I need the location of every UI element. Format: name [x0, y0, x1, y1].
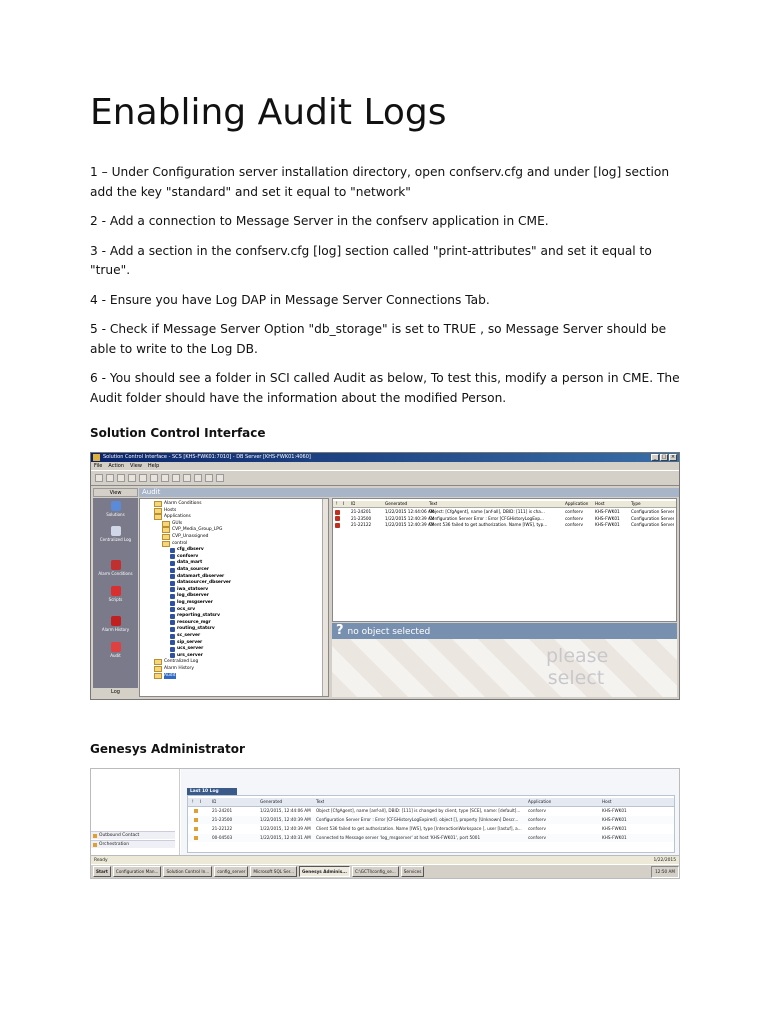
- grid-cell: 21-22122: [351, 522, 372, 527]
- alarm-conditions-icon: [111, 560, 121, 570]
- tree-item-label: Centralized Log: [164, 659, 199, 665]
- menu-action[interactable]: Action: [108, 463, 125, 469]
- section-heading-sci: Solution Control Interface: [90, 426, 266, 440]
- grid-cell: Configuration Server: [631, 515, 675, 521]
- grid-cell: KHS-FWK01: [595, 509, 620, 514]
- step-3: 3 - Add a section in the confserv.cfg [log] section called "print-attributes" and set it equal to "true".: [90, 243, 652, 277]
- application-icon: [170, 601, 175, 606]
- table-cell: KHS-FWK01: [602, 835, 627, 840]
- grid-column-header[interactable]: ID: [351, 501, 356, 506]
- table-cell: 21-24201: [212, 808, 233, 813]
- step-1: 1 – Under Configuration server installation directory, open confserv.cfg and under [log] section add the key "standard" and set it equal to "network": [90, 165, 670, 199]
- outbound-contact-icon: [93, 834, 97, 838]
- grid-cell: 1/22/2015 12:40:39 AM: [385, 522, 435, 527]
- tree-item[interactable]: [170, 567, 209, 573]
- tree-item[interactable]: [170, 593, 209, 599]
- grid-cell: 21-23500: [351, 515, 372, 521]
- tree-item[interactable]: [170, 626, 215, 632]
- application-icon: [170, 620, 175, 625]
- table-cell: Connected to Message server 'log_msgserver' at host 'KHS-FWK01', port 5001: [316, 835, 481, 840]
- record-icon: [194, 809, 198, 813]
- nav-solutions-label: Solutions: [106, 512, 125, 517]
- tree-item[interactable]: [170, 640, 202, 646]
- sci-toolbar: [91, 470, 679, 486]
- ga-main: [181, 769, 679, 855]
- application-icon: [170, 594, 175, 599]
- tree-item-label: CVP_Media_Group_LPG: [172, 527, 223, 533]
- tree-item-label: Alarm History: [164, 666, 194, 671]
- tree-item[interactable]: [170, 620, 211, 626]
- tree-item-label: log_dbserver: [177, 593, 209, 599]
- taskbar-button[interactable]: Services: [401, 866, 425, 877]
- table-column-header[interactable]: Generated: [260, 799, 283, 804]
- grid-column-header[interactable]: Application: [565, 501, 589, 506]
- application-icon: [170, 581, 175, 586]
- toolbar-back-icon[interactable]: [106, 474, 114, 482]
- application-icon: [170, 647, 175, 652]
- toolbar-stop-icon[interactable]: [216, 474, 224, 482]
- clock: 12:50 AM: [655, 868, 675, 874]
- menu-file[interactable]: File: [94, 463, 103, 469]
- tree-item[interactable]: [170, 607, 195, 613]
- folder-icon: [154, 659, 162, 665]
- tree-item[interactable]: [162, 534, 208, 540]
- application-icon: [170, 607, 175, 612]
- tree-item-label: sc_server: [177, 633, 201, 638]
- nav-centralized-log-label: Centralized Log: [99, 537, 132, 542]
- centralized-log-icon: [111, 526, 121, 536]
- log-records-table: [187, 795, 675, 853]
- step-2: 2 - Add a connection to Message Server in the confserv application in CME.: [90, 214, 549, 228]
- ga-left-panel: [91, 769, 180, 855]
- minimize-icon[interactable]: _: [651, 454, 659, 461]
- tree-item[interactable]: [170, 560, 202, 566]
- folder-icon: [154, 666, 162, 672]
- menu-help[interactable]: Help: [147, 463, 160, 469]
- table-column-header[interactable]: !: [192, 799, 194, 804]
- table-cell: Client 536 failed to get authorization. Name [IWS], type [InteractionWorkspace ], user [lastuf], a...: [316, 826, 522, 831]
- tree-item[interactable]: [170, 633, 200, 639]
- tree-item-label: CVP_Unassigned: [172, 534, 209, 539]
- grid-column-header[interactable]: Text: [429, 501, 438, 506]
- application-icon: [170, 634, 175, 639]
- table-row[interactable]: [188, 816, 674, 824]
- grid-row[interactable]: [333, 516, 676, 522]
- sci-titlebar: [91, 453, 679, 462]
- nav-scripts-label: Scripts: [108, 597, 123, 602]
- tree-item-label: Hosts: [164, 507, 177, 513]
- table-cell: Object [CfgAgent], name [anf-all], DBID: [111] is changed by client, type [SCE], name: [default]...: [316, 808, 521, 813]
- folder-icon: [154, 508, 162, 514]
- tree-item-label: datamart_dbserver: [177, 573, 225, 579]
- audit-icon: [111, 642, 121, 652]
- folder-icon: [162, 541, 170, 547]
- page-title: Enabling Audit Logs: [90, 92, 447, 133]
- toolbar-up-icon[interactable]: [128, 474, 136, 482]
- nav-outbound-contact-label: Outbound Contact: [99, 833, 140, 838]
- grid-cell: confserv: [565, 509, 583, 514]
- nav-centralized-log[interactable]: [93, 526, 138, 542]
- grid-column-header[interactable]: Type: [631, 501, 641, 506]
- status-ready: Ready: [94, 858, 108, 863]
- table-cell: KHS-FWK01: [602, 817, 627, 822]
- log-records-title: Last 10 Log: [187, 788, 237, 795]
- detail-text: no object selected: [347, 627, 431, 637]
- taskbar-button[interactable]: Solution Control In...: [163, 866, 212, 877]
- tree-item-label: resource_mgr: [177, 619, 211, 625]
- tree-item-label: Alarm Conditions: [164, 501, 202, 506]
- folder-icon: [162, 534, 170, 540]
- sci-left-nav: [93, 498, 138, 697]
- nav-outbound-contact[interactable]: [91, 831, 175, 839]
- tree-item-label: Applications: [164, 514, 191, 520]
- start-button[interactable]: Start: [93, 866, 111, 877]
- table-column-header[interactable]: Host: [602, 799, 612, 804]
- scripts-icon: [111, 586, 121, 596]
- table-row[interactable]: [188, 807, 674, 815]
- grid-cell: Client 536 failed to get authorization. Name [IWS], typ...: [429, 522, 548, 527]
- folder-icon: [154, 514, 162, 520]
- system-tray: [651, 866, 679, 878]
- toolbar-properties-icon[interactable]: [183, 474, 191, 482]
- steps-list: [90, 163, 680, 418]
- nav-audit[interactable]: [93, 642, 138, 658]
- taskbar-button[interactable]: Microsoft SQL Ser...: [250, 866, 297, 877]
- record-icon: [194, 827, 198, 831]
- tree-item-label: log_msgserver: [177, 600, 213, 605]
- table-column-header[interactable]: ID: [212, 799, 217, 804]
- table-cell: confserv: [528, 826, 546, 831]
- folder-icon: [154, 673, 162, 679]
- tree-item-label: routing_statsrv: [177, 626, 215, 632]
- table-column-header[interactable]: I: [200, 799, 202, 804]
- grid-cell: 21-24201: [351, 509, 372, 514]
- folder-icon: [162, 521, 170, 527]
- window-controls: [651, 454, 677, 461]
- tree-item[interactable]: [170, 587, 208, 593]
- sci-audit-grid: [332, 498, 677, 622]
- grid-cell: Configuration Server: [631, 509, 675, 514]
- severity-icon: [335, 516, 340, 521]
- tree-item-label: ocs_srv: [177, 606, 196, 612]
- tree-item-label: datasourcer_dbserver: [177, 580, 232, 586]
- application-icon: [170, 548, 175, 553]
- application-icon: [170, 587, 175, 592]
- tree-item[interactable]: [162, 521, 182, 527]
- grid-row[interactable]: [333, 522, 676, 528]
- tree-item[interactable]: [170, 574, 224, 580]
- grid-column-header[interactable]: !: [336, 501, 338, 506]
- nav-orchestration[interactable]: [91, 840, 175, 848]
- tree-item[interactable]: [154, 501, 202, 507]
- app-icon: [93, 454, 100, 461]
- application-icon: [170, 568, 175, 573]
- help-icon: ?: [336, 623, 344, 638]
- tree-item-label: ucs_server: [177, 646, 204, 652]
- table-cell: 00-04503: [212, 835, 233, 840]
- tree-item-label: data_sourcer: [177, 567, 210, 572]
- severity-icon: [335, 510, 340, 515]
- application-icon: [170, 614, 175, 619]
- log-label: Log: [93, 688, 138, 697]
- table-column-header[interactable]: Text: [316, 799, 325, 804]
- solutions-icon: [111, 501, 121, 511]
- toolbar-start-icon[interactable]: [205, 474, 213, 482]
- tree-item-label: GUIs: [172, 520, 183, 526]
- toolbar-view-icon[interactable]: [194, 474, 202, 482]
- nav-alarm-history[interactable]: [93, 616, 138, 632]
- step-6: 6 - You should see a folder in SCI called Audit as below, To test this, modify a person in CME. The Audit folder should have the information about the modified Person.: [90, 371, 680, 405]
- tree-item[interactable]: [162, 541, 187, 547]
- tree-item[interactable]: [154, 673, 176, 679]
- nav-alarm-history-label: Alarm History: [101, 627, 130, 632]
- tree-item[interactable]: [170, 613, 220, 619]
- grid-cell: 1/22/2015 12:40:39 AM: [385, 515, 435, 521]
- taskbar-button[interactable]: config_server: [214, 866, 248, 877]
- tree-item[interactable]: [154, 508, 176, 514]
- grid-column-header[interactable]: Host: [595, 501, 605, 506]
- table-cell: 1/22/2015, 12:44:06 AM: [260, 808, 311, 813]
- toolbar-paste-icon[interactable]: [161, 474, 169, 482]
- tree-item-label: cfg_dbserv: [177, 547, 204, 553]
- table-cell: KHS-FWK01: [602, 808, 627, 813]
- application-icon: [170, 627, 175, 632]
- view-label: View: [93, 488, 138, 497]
- table-cell: confserv: [528, 808, 546, 813]
- tree-item-label: urs_server: [177, 652, 203, 658]
- grid-cell: Configuration Server Error : Error [CFGHistoryLogExp...: [429, 515, 544, 521]
- table-cell: Configuration Server Error : Error [CFGHistoryLogExpired]. object [], property [Unknown] Descr...: [316, 817, 519, 822]
- toolbar-open-icon[interactable]: [95, 474, 103, 482]
- application-icon: [170, 653, 175, 658]
- severity-icon: [335, 523, 340, 528]
- grid-cell: confserv: [565, 515, 583, 521]
- tree-item[interactable]: [170, 600, 213, 606]
- table-row[interactable]: [188, 834, 674, 842]
- table-cell: confserv: [528, 835, 546, 840]
- detail-pane: [332, 639, 677, 697]
- tree-item[interactable]: [162, 527, 222, 533]
- tree-item[interactable]: [170, 554, 198, 560]
- ga-screenshot: [90, 768, 680, 879]
- log-table-header: [188, 798, 674, 807]
- detail-bar: [332, 623, 677, 639]
- folder-icon: [162, 527, 170, 533]
- table-cell: confserv: [528, 817, 546, 822]
- grid-cell: Configuration Server: [631, 522, 675, 527]
- application-icon: [170, 561, 175, 566]
- grid-column-header[interactable]: Generated: [385, 501, 408, 506]
- grid-row[interactable]: [333, 509, 676, 515]
- tree-item[interactable]: [170, 653, 203, 659]
- table-cell: 1/22/2015, 12:40:39 AM: [260, 817, 311, 822]
- table-cell: 1/22/2015, 12:40:31 AM: [260, 835, 311, 840]
- nav-alarm-conditions[interactable]: [93, 560, 138, 576]
- tree-item-label: control: [172, 540, 188, 546]
- taskbar-button[interactable]: Configuration Man...: [113, 866, 162, 877]
- section-heading-ga: Genesys Administrator: [90, 742, 245, 756]
- tree-item[interactable]: [154, 514, 191, 520]
- taskbar-button[interactable]: Genesys Adminis...: [299, 866, 350, 877]
- tree-item-label: Audit: [164, 672, 176, 678]
- menu-view[interactable]: View: [130, 463, 142, 469]
- grid-header: [333, 501, 676, 508]
- table-row[interactable]: [188, 825, 674, 833]
- grid-cell: KHS-FWK01: [595, 522, 620, 527]
- tree-scrollbar[interactable]: [322, 499, 328, 696]
- tree-item-label: sip_server: [177, 639, 203, 645]
- nav-scripts[interactable]: [93, 586, 138, 602]
- application-icon: [170, 554, 175, 559]
- grid-column-header[interactable]: I: [343, 501, 345, 506]
- nav-alarm-conditions-label: Alarm Conditions: [98, 571, 133, 576]
- step-5: 5 - Check if Message Server Option "db_storage" is set to TRUE , so Message Server should be able to write to the Log DB.: [90, 322, 667, 356]
- sci-window-title: Solution Control Interface - SCS [KHS-FWK01:7010] - DB Server [KHS-FWK01:4060]: [103, 454, 311, 460]
- toolbar-forward-icon[interactable]: [117, 474, 125, 482]
- table-cell: KHS-FWK01: [602, 826, 627, 831]
- toolbar-copy-icon[interactable]: [150, 474, 158, 482]
- tree-item[interactable]: [170, 646, 203, 652]
- grid-cell: KHS-FWK01: [595, 515, 620, 521]
- tree-item-label: reporting_statsrv: [177, 613, 220, 619]
- tree-item[interactable]: [154, 666, 194, 672]
- sci-menubar: [91, 462, 679, 470]
- tree-item[interactable]: [170, 580, 231, 586]
- folder-icon: [154, 501, 162, 507]
- tree-item-label: data_mart: [177, 560, 203, 566]
- windows-taskbar: [91, 864, 679, 878]
- tree-item-label: iwa_statserv: [177, 586, 209, 592]
- table-cell: 21-23500: [212, 817, 233, 822]
- nav-solutions[interactable]: [93, 501, 138, 517]
- orchestration-icon: [93, 843, 97, 847]
- tree-item-label: confserv: [177, 553, 199, 559]
- grid-cell: Object: [CfgAgent], name [anf-all], DBID: [111] is cha...: [429, 509, 545, 514]
- status-date: 1/22/2015: [653, 858, 676, 863]
- tree-item[interactable]: [170, 547, 204, 553]
- toolbar-cut-icon[interactable]: [139, 474, 147, 482]
- sci-screenshot: [90, 452, 680, 700]
- sci-tree: [139, 498, 329, 697]
- please-select-watermark: please select: [546, 645, 609, 689]
- nav-orchestration-label: Orchestration: [99, 842, 129, 847]
- table-cell: 1/22/2015, 12:40:39 AM: [260, 826, 311, 831]
- application-icon: [170, 640, 175, 645]
- grid-cell: 1/22/2015 12:44:06 AM: [385, 509, 435, 514]
- close-icon[interactable]: ×: [670, 454, 676, 460]
- record-icon: [194, 818, 198, 822]
- alarm-history-icon: [111, 616, 121, 626]
- table-column-header[interactable]: Application: [528, 799, 552, 804]
- toolbar-delete-icon[interactable]: [172, 474, 180, 482]
- grid-cell: confserv: [565, 522, 583, 527]
- step-4: 4 - Ensure you have Log DAP in Message Server Connections Tab.: [90, 292, 490, 307]
- table-cell: 21-22122: [212, 826, 233, 831]
- taskbar-button[interactable]: C:\GCTI\config_se...: [352, 866, 399, 877]
- application-icon: [170, 574, 175, 579]
- maximize-icon[interactable]: □: [661, 454, 667, 460]
- record-icon: [194, 836, 198, 840]
- nav-audit-label: Audit: [110, 653, 121, 658]
- audit-title: Audit: [139, 488, 679, 497]
- tree-item[interactable]: [154, 659, 198, 665]
